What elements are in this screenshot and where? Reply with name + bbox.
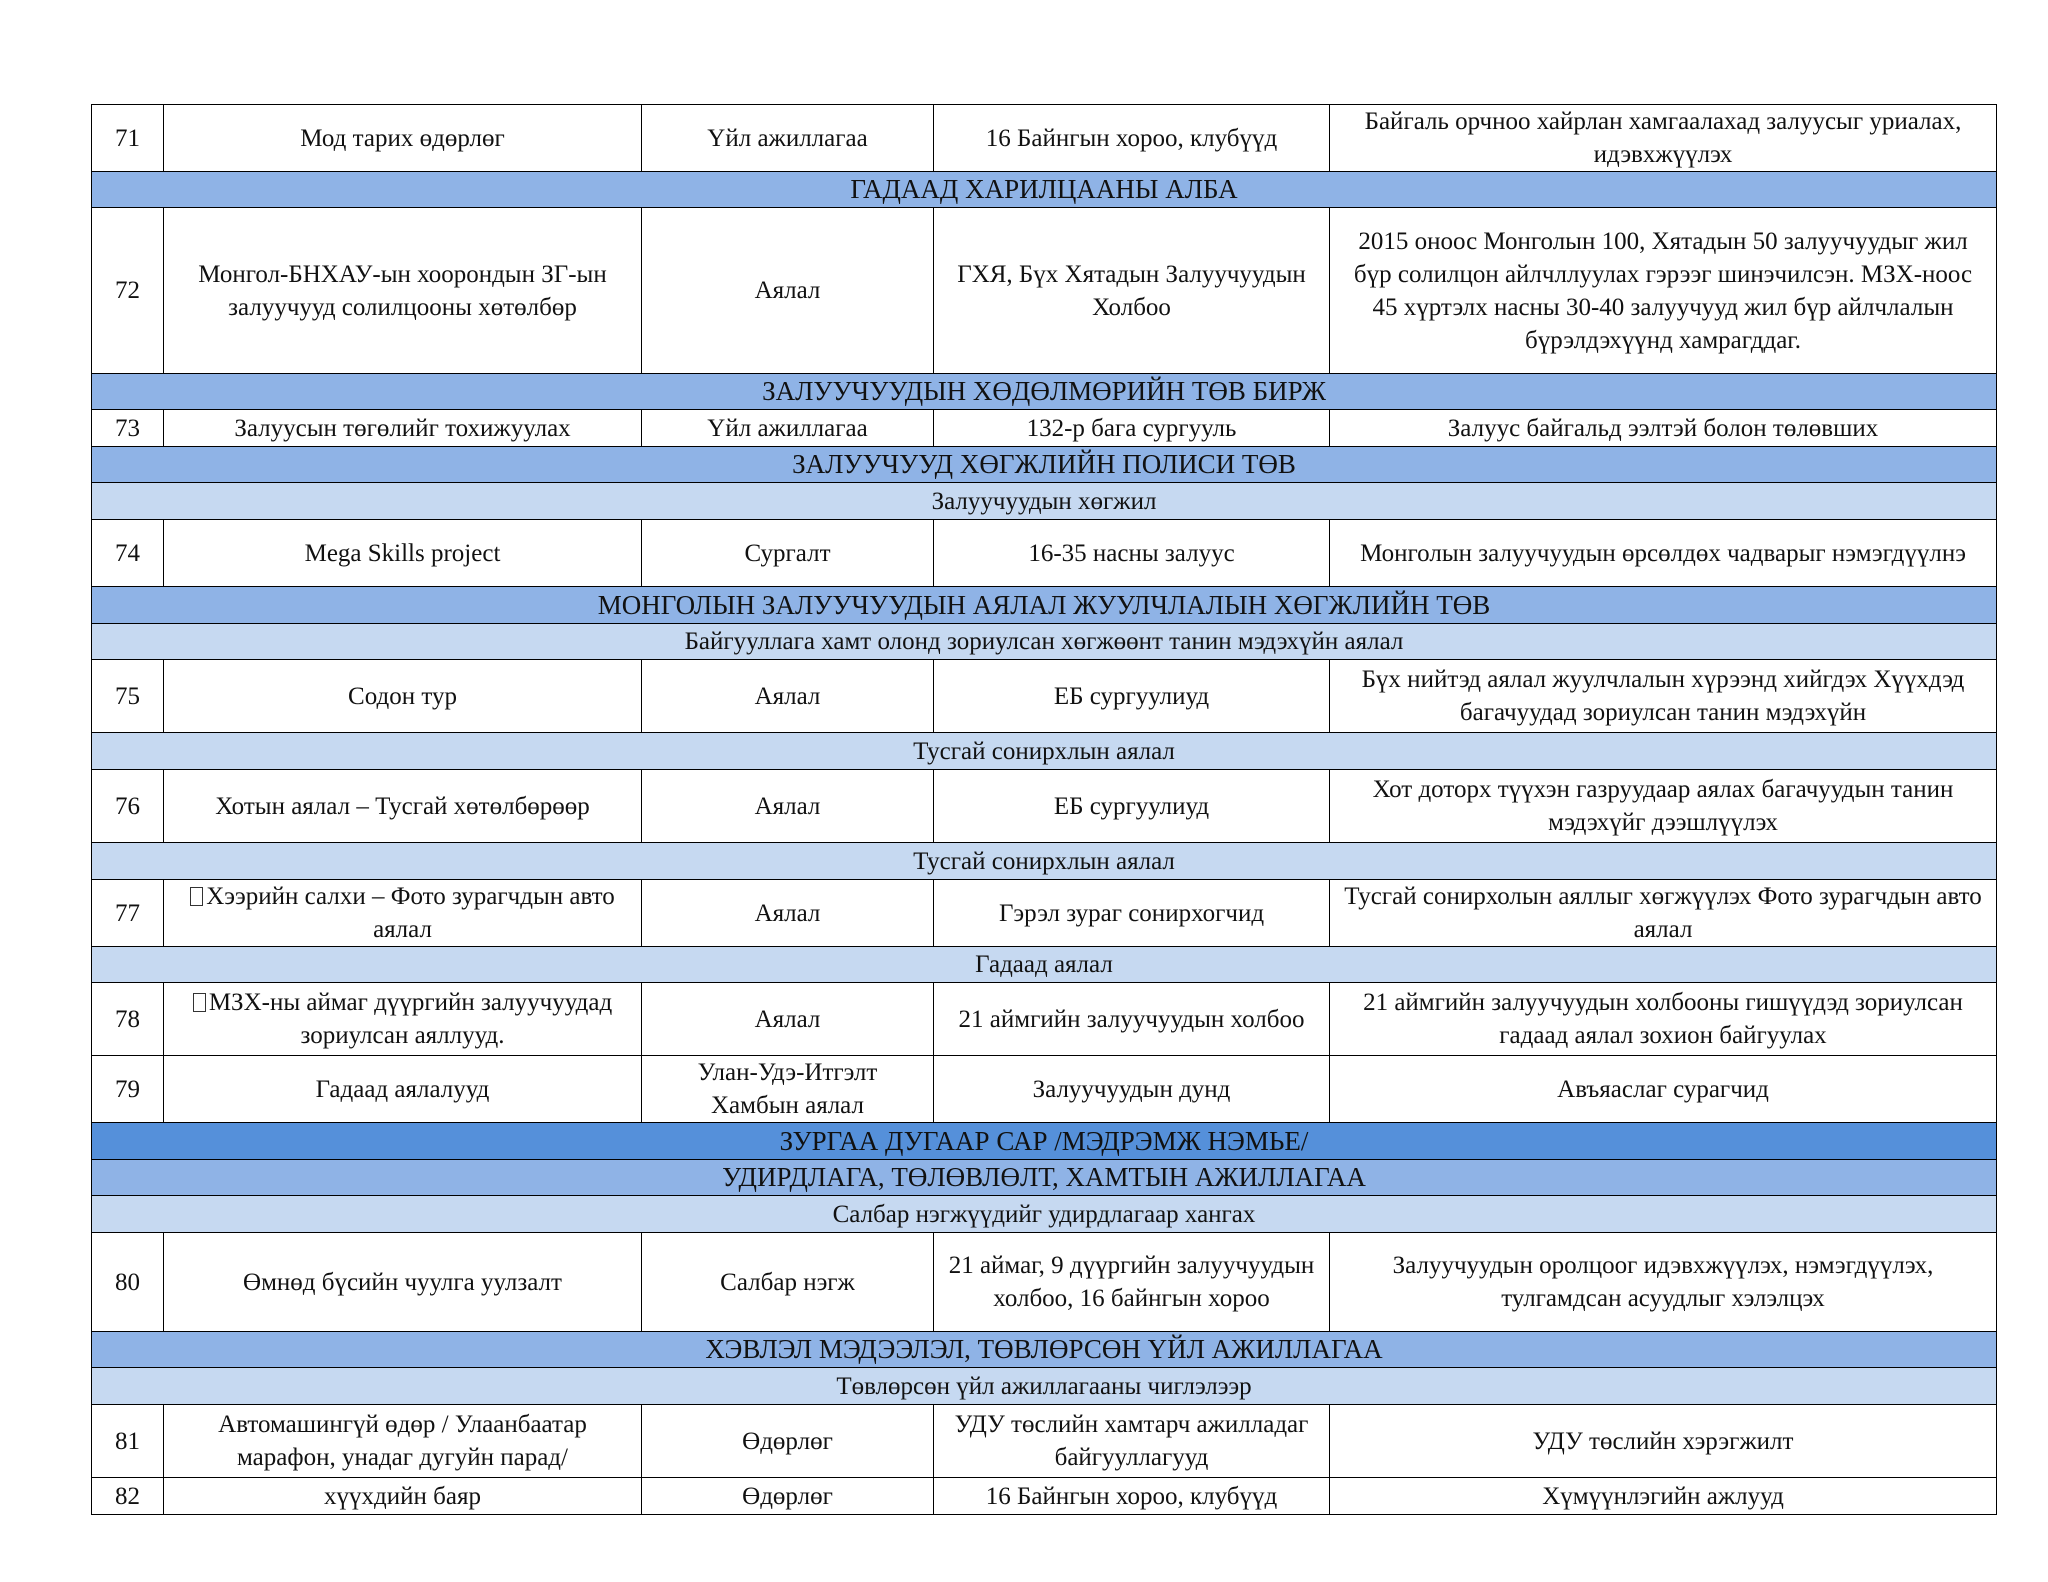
goal-cell (1330, 1056, 1997, 1123)
row-number-cell (92, 660, 164, 733)
department-header-row (92, 1160, 1997, 1196)
location-cell-text: ЕБ сургуулиуд (1053, 792, 1210, 820)
location-cell-text: 16 Байнгын хороо, клубүүд (985, 1482, 1278, 1510)
goal-cell-text: 2015 оноос Монголын 100, Хятадын 50 залуучуудыг жил бүр солилцон айлчллуулах гэрээг шинэчилсэн. МЗХ-ноос 45 хүртэлх насны 30-40 залуучууд жил бүр айлчлалын бүрэлдэхүүнд хамрагддаг. (1353, 227, 1973, 354)
row-number-cell-text: 74 (115, 539, 140, 567)
activity-type-cell (642, 1056, 934, 1123)
subsection-header-row (92, 947, 1997, 983)
location-cell (934, 660, 1330, 733)
table-body (92, 105, 1997, 1515)
location-cell-text: ГХЯ, Бүх Хятадын Залуучуудын Холбоо (957, 260, 1306, 321)
subsection-header-row (92, 1368, 1997, 1405)
table-row (92, 1405, 1997, 1478)
location-cell-text: 16-35 насны залуус (1028, 539, 1235, 567)
goal-cell-text: Монголын залуучуудын өрсөлдөх чадварыг нэмэгдүүлнэ (1360, 539, 1966, 567)
section-heading: ЗАЛУУЧУУД ХӨГЖЛИЙН ПОЛИСИ ТӨВ (92, 447, 1997, 483)
section-heading: ГАДААД ХАРИЛЦААНЫ АЛБА (92, 172, 1997, 208)
goal-cell-text: Бүх нийтэд аялал жуулчлалын хүрээнд хийгдэх Хүүхдэд багачуудад зориулсан танин мэдэхүйн (1361, 666, 1965, 726)
location-cell-text: Гэрэл зураг сонирхогчид (998, 899, 1265, 927)
subsection-header-row (92, 624, 1997, 660)
activity-type-cell (642, 660, 934, 733)
row-number-cell (92, 1478, 164, 1515)
table-row (92, 1056, 1997, 1123)
activity-type-cell (642, 983, 934, 1056)
row-number-cell-text: 71 (115, 124, 140, 152)
activity-type-cell (642, 880, 934, 947)
missing-glyph-icon (193, 993, 206, 1012)
section-heading: ХЭВЛЭЛ МЭДЭЭЛЭЛ, ТӨВЛӨРСӨН ҮЙЛ АЖИЛЛАГАА (92, 1332, 1997, 1368)
activity-name-cell-text: Хотын аялал – Тусгай хөтөлбөрөөр (215, 792, 590, 820)
activity-name-cell-text: МЗХ-ны аймаг дүүргийн залуучуудад зориулсан аяллууд. (208, 989, 613, 1049)
goal-cell (1330, 520, 1997, 587)
activity-name-cell (164, 660, 642, 733)
table-row (92, 105, 1997, 172)
activity-name-cell-text: Хээрийн салхи – Фото зурагчдын авто аялал (206, 883, 615, 943)
table-row (92, 983, 1997, 1056)
goal-cell (1330, 660, 1997, 733)
subsection-header-row (92, 483, 1997, 520)
row-number-cell-text: 78 (115, 1005, 140, 1033)
goal-cell-text: Тусгай сонирхолын аяллыг хөгжүүлэх Фото зурагчдын авто аялал (1344, 883, 1982, 943)
section-heading: Залуучуудын хөгжил (92, 483, 1997, 520)
location-cell (934, 520, 1330, 587)
activity-name-cell (164, 520, 642, 587)
goal-cell (1330, 983, 1997, 1056)
section-heading: Байгууллага хамт олонд зориулсан хөгжөөнт танин мэдэхүйн аялал (92, 624, 1997, 660)
missing-glyph-icon (190, 887, 203, 906)
activity-type-cell-text: Өдөрлөг (742, 1427, 833, 1455)
goal-cell-text: Залуучуудын оролцоог идэвхжүүлэх, нэмэгдүүлэх, тулгамдсан асуудлыг хэлэлцэх (1392, 1252, 1934, 1312)
row-number-cell (92, 983, 164, 1056)
section-heading: УДИРДЛАГА, ТӨЛӨВЛӨЛТ, ХАМТЫН АЖИЛЛАГАА (92, 1160, 1997, 1196)
activity-type-cell-text: Улан-Удэ-Итгэлт Хамбын аялал (697, 1059, 878, 1119)
activity-type-cell-text: Өдөрлөг (742, 1482, 833, 1510)
location-cell (934, 983, 1330, 1056)
subsection-header-row (92, 843, 1997, 880)
activity-type-cell (642, 770, 934, 843)
table-row (92, 880, 1997, 947)
location-cell (934, 770, 1330, 843)
section-heading: ЗАЛУУЧУУДЫН ХӨДӨЛМӨРИЙН ТӨВ БИРЖ (92, 374, 1997, 410)
row-number-cell (92, 410, 164, 447)
table-row (92, 208, 1997, 374)
department-header-row (92, 1332, 1997, 1368)
activity-type-cell (642, 1233, 934, 1332)
activity-name-cell (164, 1056, 642, 1123)
section-heading: Төвлөрсөн үйл ажиллагааны чиглэлээр (92, 1368, 1997, 1405)
activity-name-cell (164, 983, 642, 1056)
location-cell-text: 16 Байнгын хороо, клубүүд (985, 124, 1278, 152)
activity-type-cell-text: Аялал (754, 1005, 821, 1033)
location-cell (934, 1478, 1330, 1515)
location-cell (934, 1405, 1330, 1478)
activity-name-cell (164, 1478, 642, 1515)
row-number-cell-text: 75 (115, 682, 140, 710)
section-heading: ЗУРГАА ДУГААР САР /МЭДРЭМЖ НЭМЬЕ/ (92, 1123, 1997, 1160)
activity-name-cell (164, 1405, 642, 1478)
goal-cell-text: Хүмүүнлэгийн ажлууд (1542, 1482, 1784, 1510)
activity-name-cell-text: Монгол-БНХАУ-ын хоорондын ЗГ-ын залуучууд солилцооны хөтөлбөр (198, 260, 607, 321)
goal-cell (1330, 105, 1997, 172)
activity-type-cell-text: Салбар нэгж (720, 1268, 855, 1296)
activity-name-cell-text: Автомашингүй өдөр / Улаанбаатар марафон, унадаг дугуйн парад/ (218, 1411, 587, 1471)
table-row (92, 1233, 1997, 1332)
activity-name-cell-text: Мод тарих өдөрлөг (300, 124, 505, 152)
row-number-cell-text: 72 (115, 277, 140, 304)
activity-name-cell (164, 410, 642, 447)
location-cell (934, 1233, 1330, 1332)
row-number-cell-text: 79 (115, 1075, 140, 1103)
row-number-cell (92, 770, 164, 843)
location-cell-text: ЕБ сургуулиуд (1053, 682, 1210, 710)
location-cell (934, 880, 1330, 947)
activity-name-cell (164, 105, 642, 172)
location-cell (934, 1056, 1330, 1123)
activity-type-cell-text: Үйл ажиллагаа (707, 414, 868, 442)
activity-name-cell-text: Залуусын төгөлийг тохижуулах (234, 414, 571, 442)
goal-cell (1330, 1478, 1997, 1515)
goal-cell (1330, 770, 1997, 843)
goal-cell (1330, 880, 1997, 947)
section-heading: МОНГОЛЫН ЗАЛУУЧУУДЫН АЯЛАЛ ЖУУЛЧЛАЛЫН ХӨГЖЛИЙН ТӨВ (92, 587, 1997, 624)
location-cell-text: 132-р бага сургууль (1026, 414, 1237, 442)
activity-name-cell-text: Содон тур (348, 682, 457, 710)
subsection-header-row (92, 1196, 1997, 1233)
activity-type-cell-text: Аялал (754, 899, 821, 927)
activity-name-cell-text: хүүхдийн баяр (324, 1482, 481, 1510)
activity-name-cell (164, 208, 642, 374)
location-cell (934, 208, 1330, 374)
table-row (92, 660, 1997, 733)
activity-type-cell-text: Аялал (754, 792, 821, 820)
department-header-row (92, 374, 1997, 410)
activity-type-cell (642, 1405, 934, 1478)
department-header-row (92, 172, 1997, 208)
row-number-cell-text: 76 (115, 792, 140, 820)
goal-cell-text: УДУ төслийн хэрэгжилт (1532, 1427, 1794, 1455)
location-cell-text: Залуучуудын дунд (1032, 1075, 1231, 1103)
department-header-row (92, 587, 1997, 624)
row-number-cell (92, 1056, 164, 1123)
row-number-cell-text: 82 (115, 1482, 140, 1510)
row-number-cell (92, 880, 164, 947)
goal-cell-text: Залуус байгальд ээлтэй болон төлөвших (1447, 414, 1879, 442)
activity-type-cell (642, 105, 934, 172)
location-cell-text: УДУ төслийн хамтарч ажилладаг байгууллагууд (954, 1411, 1309, 1471)
activity-type-cell-text: Үйл ажиллагаа (707, 124, 868, 152)
goal-cell (1330, 208, 1997, 374)
goal-cell-text: Авъяаслаг сурагчид (1557, 1075, 1769, 1103)
goal-cell-text: 21 аймгийн залуучуудын холбооны гишүүдэд зориулсан гадаад аялал зохион байгуулах (1363, 989, 1963, 1049)
table-row (92, 770, 1997, 843)
activity-plan-table (91, 104, 1997, 1515)
activity-name-cell (164, 770, 642, 843)
goal-cell (1330, 1405, 1997, 1478)
section-heading: Салбар нэгжүүдийг удирдлагаар хангах (92, 1196, 1997, 1233)
section-heading: Тусгай сонирхлын аялал (92, 733, 1997, 770)
subsection-header-row (92, 733, 1997, 770)
goal-cell-text: Хот доторх түүхэн газруудаар аялах багачуудын танин мэдэхүйг дээшлүүлэх (1372, 776, 1954, 836)
location-cell-text: 21 аймгийн залуучуудын холбоо (958, 1005, 1305, 1033)
row-number-cell-text: 77 (115, 899, 140, 927)
activity-type-cell (642, 410, 934, 447)
table-row (92, 1478, 1997, 1515)
activity-name-cell-text: Өмнөд бүсийн чуулга уулзалт (243, 1268, 562, 1296)
goal-cell (1330, 410, 1997, 447)
location-cell-text: 21 аймаг, 9 дүүргийн залуучуудын холбоо, 16 байнгын хороо (948, 1252, 1315, 1312)
location-cell (934, 105, 1330, 172)
activity-name-cell-text: Mega Skills project (304, 539, 501, 567)
activity-type-cell-text: Аялал (754, 277, 821, 304)
month-header-row (92, 1123, 1997, 1160)
section-heading: Гадаад аялал (92, 947, 1997, 983)
row-number-cell-text: 80 (115, 1268, 140, 1296)
goal-cell-text: Байгаль орчноо хайрлан хамгаалахад залуусыг уриалах, идэвхжүүлэх (1364, 108, 1962, 168)
activity-name-cell (164, 1233, 642, 1332)
row-number-cell (92, 105, 164, 172)
document-page (91, 104, 1996, 1515)
location-cell (934, 410, 1330, 447)
row-number-cell (92, 520, 164, 587)
row-number-cell-text: 81 (115, 1427, 140, 1455)
section-heading: Тусгай сонирхлын аялал (92, 843, 1997, 880)
activity-name-cell-text: Гадаад аялалууд (315, 1075, 490, 1103)
activity-type-cell (642, 1478, 934, 1515)
row-number-cell (92, 1233, 164, 1332)
goal-cell (1330, 1233, 1997, 1332)
row-number-cell (92, 208, 164, 374)
activity-type-cell (642, 208, 934, 374)
row-number-cell (92, 1405, 164, 1478)
activity-type-cell-text: Сургалт (744, 539, 831, 567)
activity-type-cell-text: Аялал (754, 682, 821, 710)
row-number-cell-text: 73 (115, 414, 140, 442)
table-row (92, 520, 1997, 587)
department-header-row (92, 447, 1997, 483)
table-row (92, 410, 1997, 447)
activity-name-cell (164, 880, 642, 947)
activity-type-cell (642, 520, 934, 587)
